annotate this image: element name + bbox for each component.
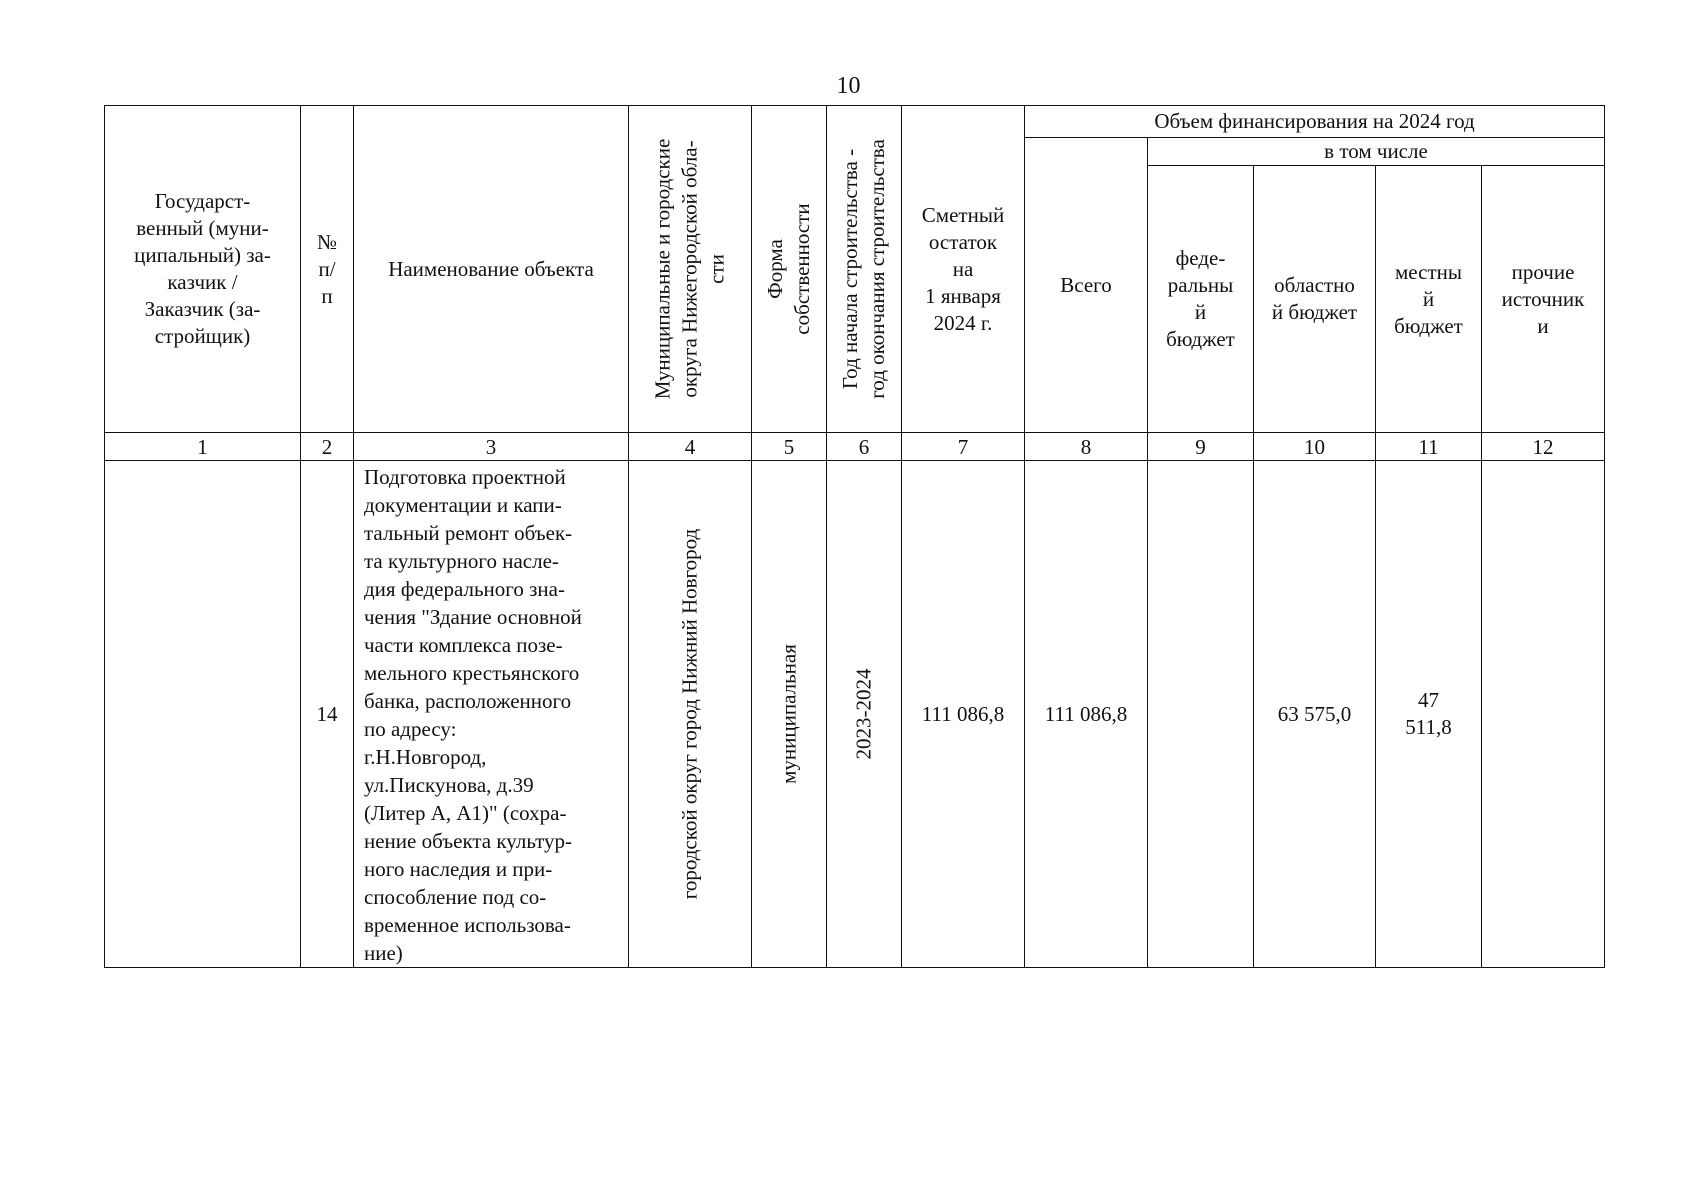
cell-estimated-balance: 111 086,8	[902, 461, 1025, 968]
column-number: 9	[1148, 433, 1254, 461]
header-row-number: № п/ п	[301, 106, 354, 433]
header-customer: Государст- венный (муни- ципальный) за- казчик / Заказчик (за- стройщик)	[105, 106, 301, 433]
column-number: 2	[301, 433, 354, 461]
cell-object-name: Подготовка проектной документации и капи- тальный ремонт объек- та культурного насле- дия федерального зна- чения "Здание основной части комплекса позе- мельного крестьянского банка, расположенного по адресу: г.Н.Новгород, ул.Пискунова, д.39 (Литер А, А1)" (сохра- нение объекта культур- ного наследия и при- способление под со- временное использова- ние)	[354, 461, 629, 968]
cell-row-number: 14	[301, 461, 354, 968]
financing-table	[104, 105, 1605, 968]
header-estimated-balance: Сметный остаток на 1 января 2024 г.	[902, 106, 1025, 433]
page-number: 10	[836, 73, 861, 99]
table-row	[105, 461, 1605, 968]
column-number: 6	[827, 433, 902, 461]
cell-other-sources	[1482, 461, 1605, 968]
cell-ownership: муниципальная	[752, 461, 827, 968]
column-number: 4	[629, 433, 752, 461]
cell-regional-budget: 63 575,0	[1254, 461, 1376, 968]
header-including: в том числе	[1148, 138, 1605, 166]
header-ownership: Форма собственности	[752, 106, 827, 433]
header-object-name: Наименование объекта	[354, 106, 629, 433]
cell-customer	[105, 461, 301, 968]
header-years: Год начала строительства - год окончания строительства	[827, 106, 902, 433]
column-number: 11	[1376, 433, 1482, 461]
cell-local-budget: 47 511,8	[1376, 461, 1482, 968]
column-numbers-row	[105, 433, 1605, 461]
cell-years: 2023-2024	[827, 461, 902, 968]
header-federal-budget: феде- ральны й бюджет	[1148, 166, 1254, 433]
cell-federal-budget	[1148, 461, 1254, 968]
header-district: Муниципальные и городские округа Нижегородской обла- сти	[629, 106, 752, 433]
header-regional-budget: областно й бюджет	[1254, 166, 1376, 433]
column-number: 5	[752, 433, 827, 461]
header-local-budget: местны й бюджет	[1376, 166, 1482, 433]
column-number: 7	[902, 433, 1025, 461]
column-number: 10	[1254, 433, 1376, 461]
column-number: 8	[1025, 433, 1148, 461]
header-financing-title: Объем финансирования на 2024 год	[1025, 106, 1605, 138]
header-total: Всего	[1025, 138, 1148, 433]
header-other-sources: прочие источник и	[1482, 166, 1605, 433]
column-number: 12	[1482, 433, 1605, 461]
column-number: 3	[354, 433, 629, 461]
cell-total: 111 086,8	[1025, 461, 1148, 968]
column-number: 1	[105, 433, 301, 461]
cell-district: городской округ город Нижний Новгород	[629, 461, 752, 968]
